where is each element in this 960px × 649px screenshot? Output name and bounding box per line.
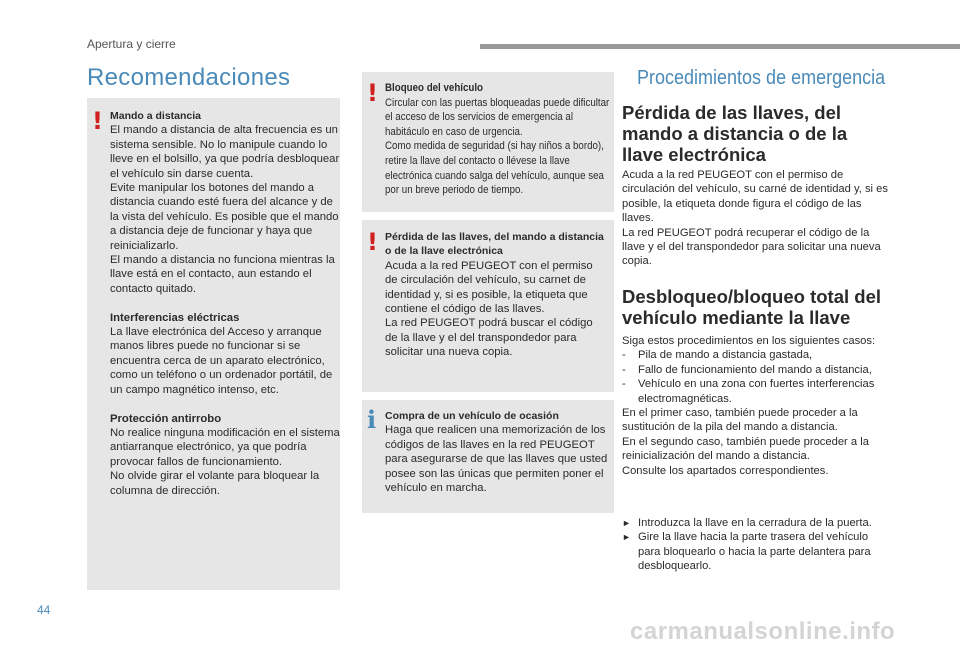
recomendaciones-box-mando (87, 98, 340, 590)
bloqueo-text: Circular con las puertas bloqueadas puede dificultar el acceso de los servicios de emergencia al habitáculo en caso de urgencia. (385, 96, 610, 138)
watermark: carmanualsonline.info (630, 618, 896, 645)
recomendaciones-box-bloqueo (362, 72, 614, 212)
mando-title: Mando a distancia (110, 110, 202, 122)
warning-icon: ! (367, 228, 378, 256)
desbloqueo-body (622, 334, 892, 478)
step-item: ► Introduzca la llave en la cerradura de la puerta. (622, 517, 872, 529)
desbloqueo-text: En el primer caso, también puede proceder a la sustitución de la pila del mando a distancia. (622, 407, 858, 434)
perdida-box-text2: La red PEUGEOT podrá buscar el código de la llave y el del transpondedor para solicitar una nueva copia. (385, 317, 593, 359)
perdida-block (385, 230, 608, 360)
desbloqueo-heading-line2: vehículo mediante la llave (622, 307, 851, 328)
perdida-box-text: Acuda a la red PEUGEOT con el permiso de circulación del vehículo, su carnet de identidad y, si es posible, la etiqueta que contiene el código de las llaves. (385, 259, 593, 316)
page-number: 44 (37, 603, 51, 617)
desbloqueo-text2: En el segundo caso, también puede proceder a la reinicialización del mando a distancia. (622, 435, 869, 463)
mando-text3: El mando a distancia no funciona mientras la llave está en el contacto, aun estando el contacto quitado. (110, 254, 335, 295)
perdida-box-title: Pérdida de las llaves, del mando a distancia o de la llave electrónica (385, 231, 604, 258)
desbloqueo-heading-line1: Desbloqueo/bloqueo total del (622, 286, 881, 307)
header-bar (480, 44, 960, 49)
desbloqueo-steps (622, 516, 892, 574)
case-item: - Vehículo en una zona con fuertes interferencias electromagnéticas. (622, 378, 875, 405)
case-item: - Pila de mando a distancia gastada, (622, 349, 813, 362)
step-arrow-icon: ► (622, 532, 631, 543)
mando-text: El mando a distancia de alta frecuencia es un sistema sensible. No lo manipule cuando lo lleve en el bolsillo, ya que podría desbloquear el vehículo sin darse cuenta. (110, 124, 340, 180)
info-icon: i (367, 405, 377, 434)
perdida-text: Acuda a la red PEUGEOT con el permiso de circulación del vehículo, su carné de identidad y, si es posible, la etiqueta donde figura el código de las llaves. (622, 169, 888, 225)
desbloqueo-intro: Siga estos procedimientos en los siguientes casos: (622, 335, 876, 347)
interf-text: La llave electrónica del Acceso y arranque manos libres puede no funcionar si se encuentra cerca de un aparato electrónico, como un teléfono o un ordenador portátil, de un campo magnético intenso, etc. (110, 326, 333, 396)
warning-icon: ! (367, 79, 378, 107)
antirr-text2: No olvide girar el volante para bloquear la columna de dirección. (110, 470, 320, 497)
step-item: ► Gire la llave hacia la parte trasera del vehículo para bloquearlo o hacia la parte delantera para desbloquearlo. (622, 531, 871, 573)
step-arrow-icon: ► (622, 518, 631, 528)
ocasion-block (385, 409, 612, 495)
ocasion-title: Compra de un vehículo de ocasión (385, 410, 559, 422)
desbloqueo-text3: Consulte los apartados correspondientes. (622, 464, 829, 477)
perdida-heading-line3: llave electrónica (622, 144, 766, 165)
bloqueo-title: Bloqueo del vehículo (385, 82, 484, 94)
antirr-text: No realice ninguna modificación en el sistema antiarranque electrónico, ya que podría provocar fallos de funcionamiento. (110, 426, 340, 468)
procedimientos-title: Procedimientos de emergencia (637, 67, 886, 89)
perdida-heading-line1: Pérdida de las llaves, del (622, 102, 842, 123)
antirr-title: Protección antirrobo (110, 412, 222, 425)
interf-title: Interferencias eléctricas (110, 311, 240, 324)
case-item: - Fallo de funcionamiento del mando a distancia, (622, 363, 872, 376)
warning-icon: ! (92, 107, 103, 135)
mando-block (110, 109, 340, 498)
perdida-heading (622, 102, 847, 165)
bloqueo-text2: Como medida de seguridad (si hay niños a bordo), retire la llave del contacto o llévese la llave electrónica cuando salga del vehículo, aunque sea por un breve periodo de tiempo. (385, 140, 604, 197)
ocasion-text: Haga que realicen una memorización de los códigos de las llaves en la red PEUGEOT para asegurarse de que las llaves que usted posee son las únicas que permiten poner el vehículo en marcha. (385, 424, 608, 495)
perdida-heading-line2: mando a distancia o de la (622, 123, 848, 144)
recomendaciones-title: Recomendaciones (87, 64, 291, 91)
section-header: Apertura y cierre (87, 37, 176, 51)
bloqueo-block (385, 81, 611, 198)
perdida-text2: La red PEUGEOT podrá recuperar el código de la llave y el del transpondedor para solicitar una nueva copia. (622, 226, 881, 268)
recomendaciones-box-ocasion (362, 400, 614, 513)
recomendaciones-box-perdida (362, 220, 614, 392)
desbloqueo-heading (622, 286, 881, 328)
perdida-body (622, 168, 892, 269)
mando-text2: Evite manipular los botones del mando a distancia cuando esté fuera del alcance y de la vista del vehículo. Es posible que el mando a distancia deje de funcionar y haya que reinicializarlo. (110, 182, 339, 252)
